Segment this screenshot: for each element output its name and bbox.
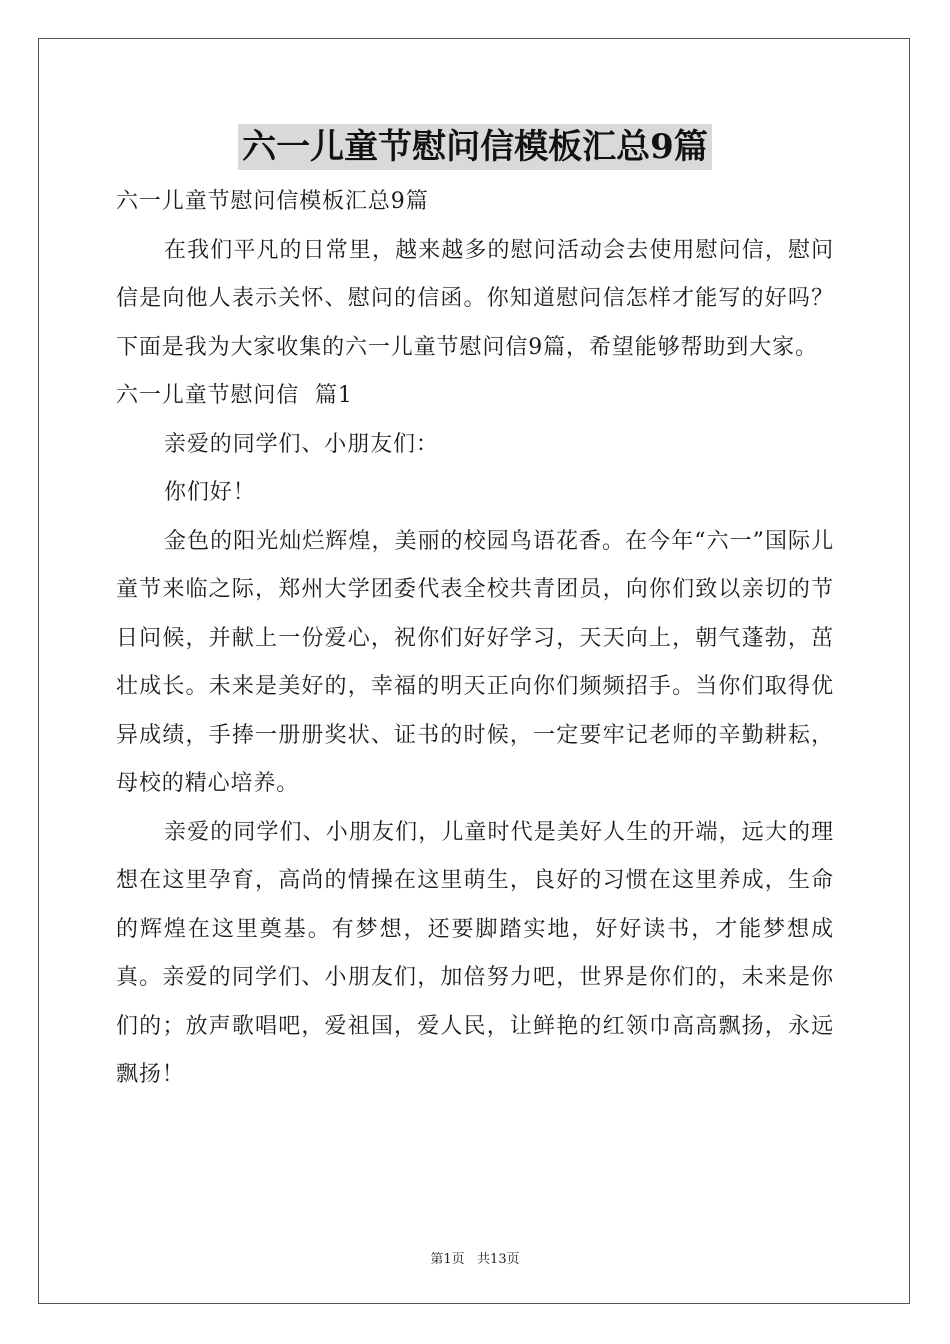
page-footer: 第1页 共13页 <box>430 1252 520 1267</box>
salutation: 亲爱的同学们、小朋友们： <box>164 431 439 457</box>
intro-paragraph: 在我们平凡的日常里，越来越多的慰问活动会去使用慰问信，慰问信是向他人表示关怀、慰问的信函。你知道慰问信怎样才能写的好吗？下面是我为大家收集的六一儿童节慰问信9篇，希望能够帮助到大家。 <box>116 237 834 360</box>
document-subtitle: 六一儿童节慰问信模板汇总9篇 <box>116 189 429 214</box>
body-paragraph-2: 亲爱的同学们、小朋友们，儿童时代是美好人生的开端，远大的理想在这里孕育，高尚的情操在这里萌生，良好的习惯在这里养成，生命的辉煌在这里奠基。有梦想，还要脚踏实地，好好读书，才能梦想成真。亲爱的同学们、小朋友们，加倍努力吧，世界是你们的，未来是你们的；放声歌唱吧，爱祖国，爱人民，让鲜艳的红领巾高高飘扬，永远飘扬！ <box>116 819 834 1087</box>
title-area <box>0 124 950 170</box>
body-paragraph-1: 金色的阳光灿烂辉煌，美丽的校园鸟语花香。在今年“六一”国际儿童节来临之际，郑州大学团委代表全校共青团员，向你们致以亲切的节日问候，并献上一份爱心，祝你们好好学习，天天向上，朝气蓬勃，茁壮成长。未来是美好的，幸福的明天正向你们频频招手。当你们取得优异成绩，手捧一册册奖状、证书的时候，一定要牢记老师的辛勤耕耘，母校的精心培养。 <box>116 528 834 796</box>
section-heading: 六一儿童节慰问信 篇1 <box>116 383 353 408</box>
greeting: 你们好！ <box>164 480 256 505</box>
document-title: 六一儿童节慰问信模板汇总9篇 <box>238 124 712 170</box>
document-body <box>116 178 834 1100</box>
